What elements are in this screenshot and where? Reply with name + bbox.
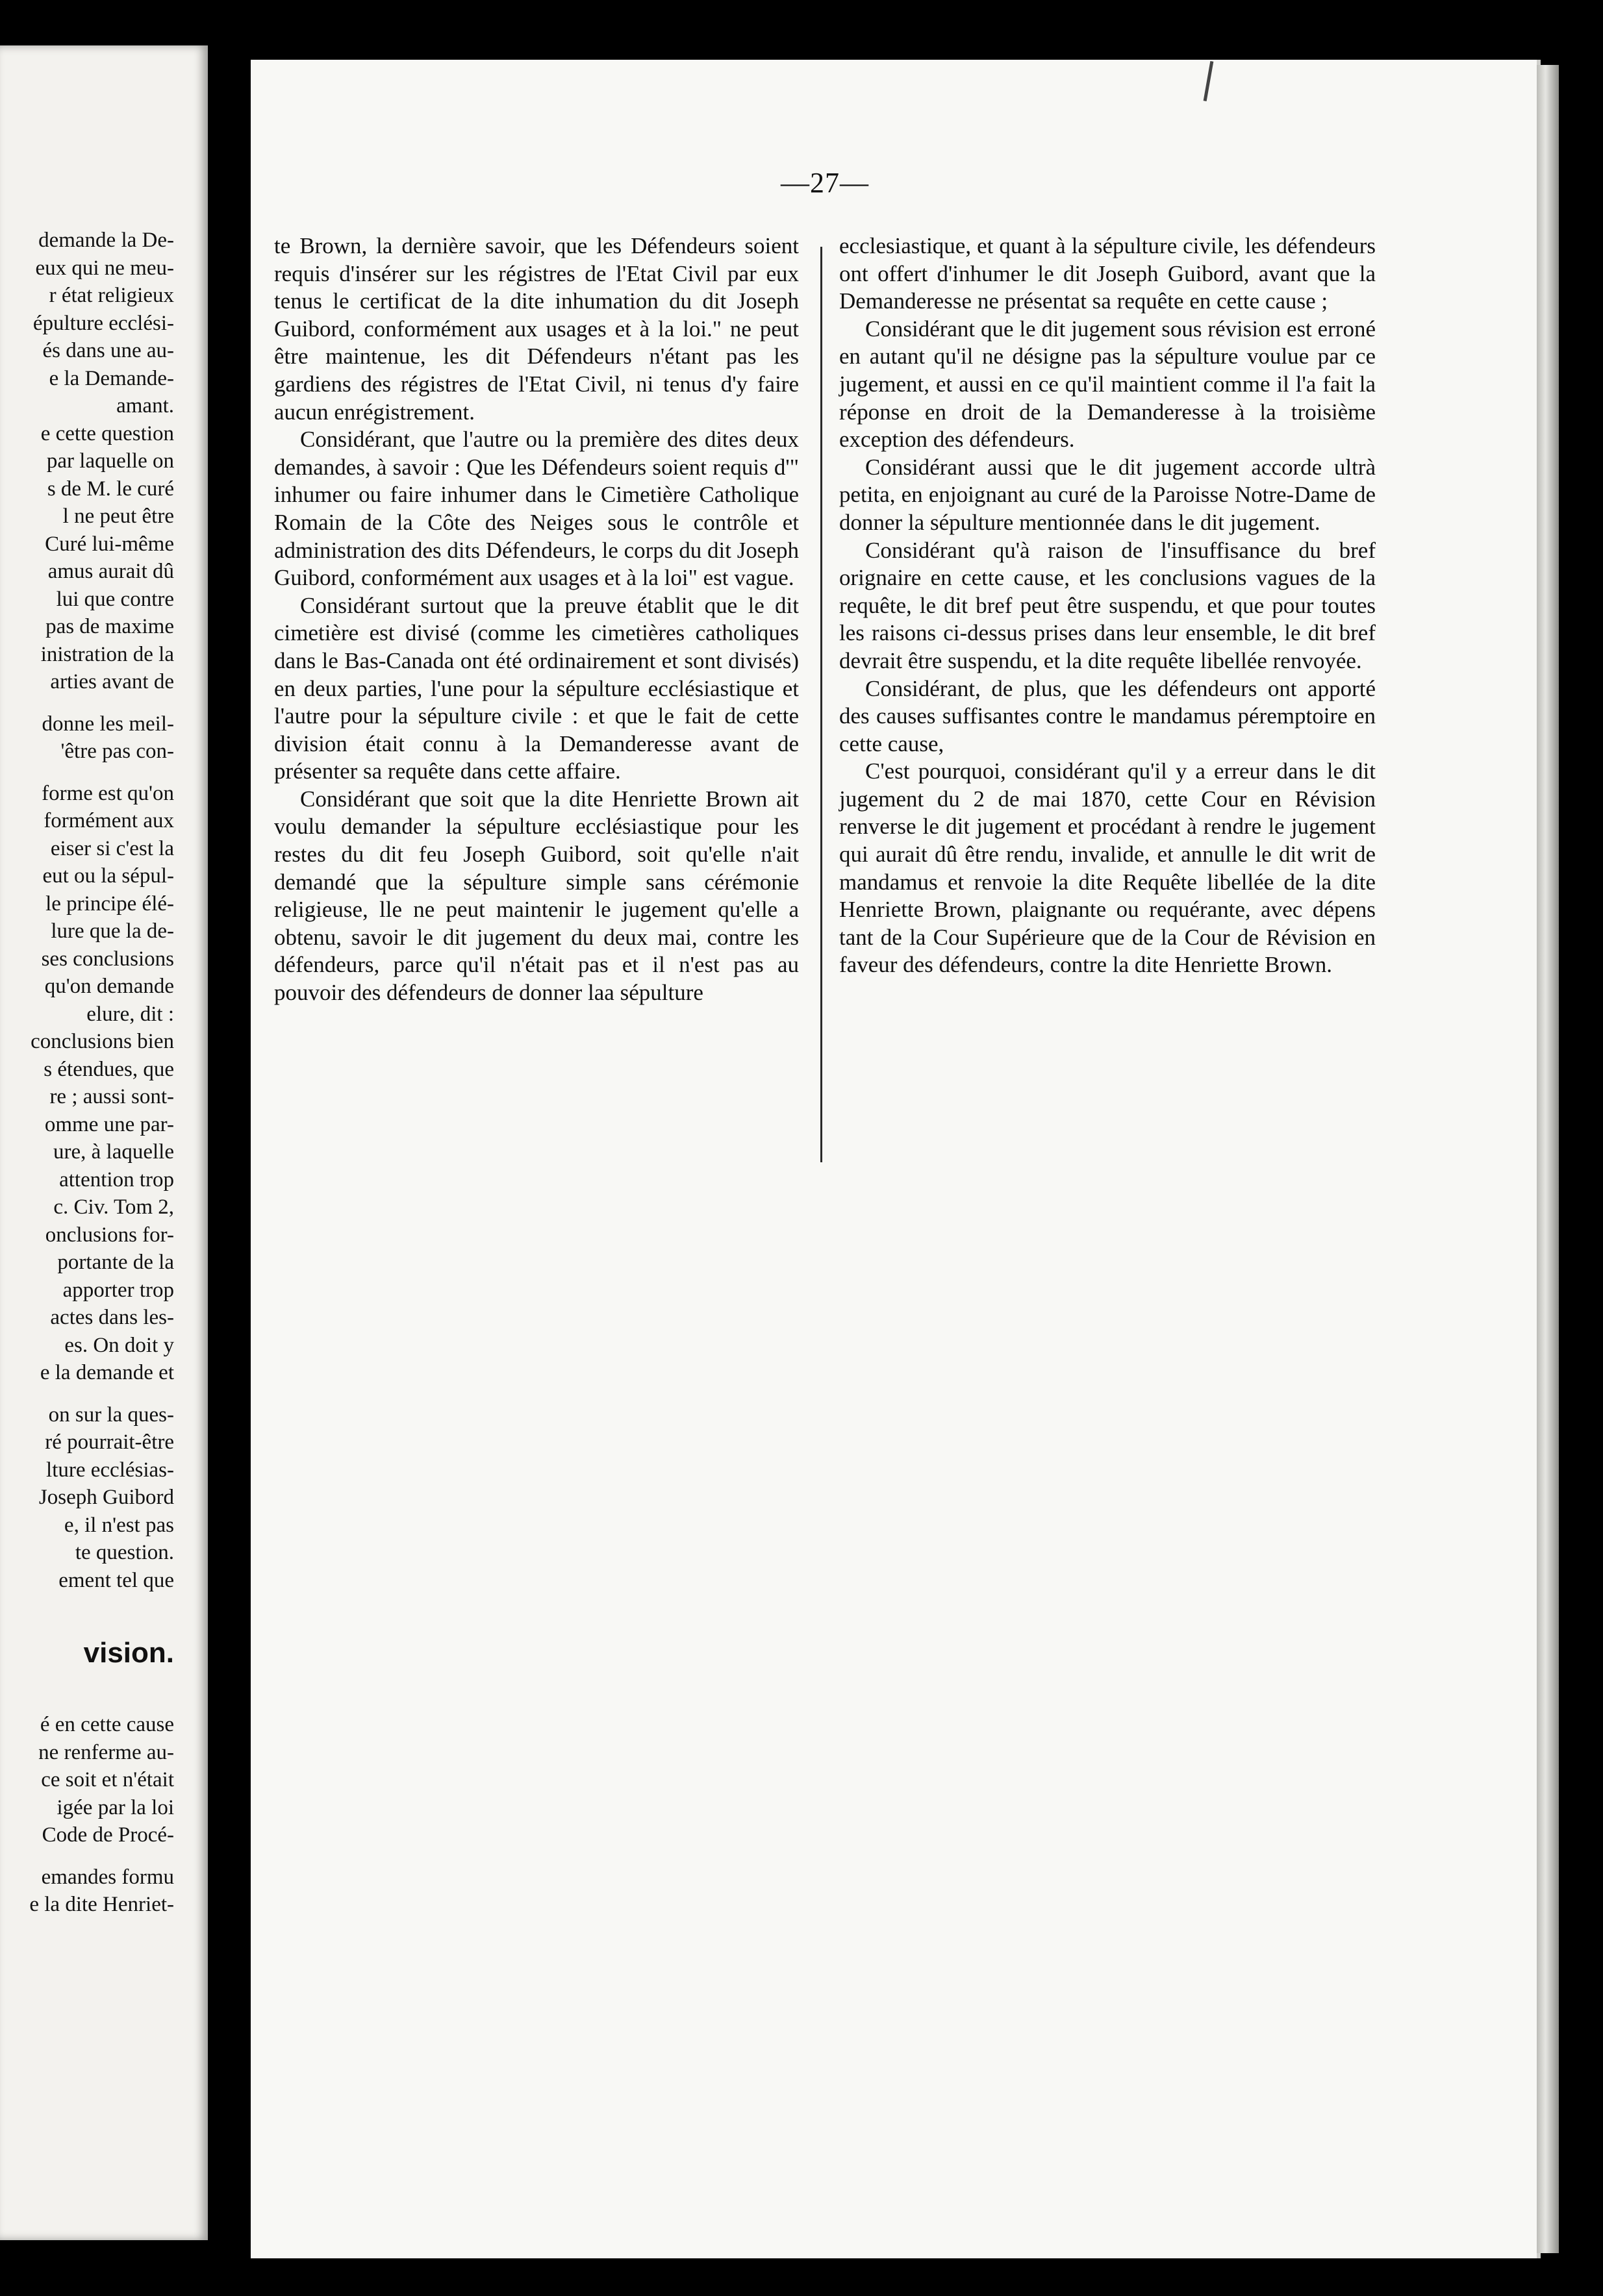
- left-page-line: r état religieux: [49, 284, 174, 307]
- left-page-line: formément aux: [44, 809, 174, 832]
- left-page-line: ne renferme au-: [38, 1740, 174, 1764]
- left-page-line: l ne peut être: [62, 505, 174, 528]
- left-page-line: e cette question: [40, 421, 174, 445]
- left-page-line: amus aurait dû: [47, 560, 174, 583]
- previous-page-fragment: [0, 45, 208, 2240]
- left-page-line: onclusions for-: [45, 1223, 174, 1247]
- left-page-line: omme une par-: [44, 1112, 174, 1136]
- left-page-line: eut ou la sépul-: [42, 864, 174, 888]
- left-page-line: ses conclusions: [41, 947, 174, 971]
- paragraph: Considérant aussi que le dit jugement accorde ultrà petita, en enjoignant au curé de la Paroisse Notre-Dame de donner la sépulture mentionnée dans le dit jugement.: [839, 454, 1376, 535]
- left-page-line: on sur la ques-: [48, 1403, 174, 1427]
- left-page-line: ure, à laquelle: [53, 1140, 174, 1164]
- left-page-line: conclusions bien: [31, 1030, 174, 1053]
- left-page-line: é en cette cause: [40, 1713, 174, 1736]
- left-page-line: s de M. le curé: [47, 477, 174, 501]
- left-page-line: igée par la loi: [57, 1795, 174, 1819]
- left-page-line: actes dans les-: [50, 1306, 174, 1329]
- left-page-line: arties avant de: [50, 670, 174, 693]
- paragraph: Considérant surtout que la preuve établit que le dit cimetière est divisé (comme les cimetières catholiques dans le Bas-Canada ont été ordinairement et sont divisés) en deux parties, l'une pour la sépulture ecclésiastique et l'autre pour la sépulture civile : et que le fait de cette division était connu à la Demanderesse avant de présenter sa requête dans cette affaire.: [274, 592, 799, 784]
- left-page-line: inistration de la: [40, 642, 174, 666]
- left-page-line: elure, dit :: [86, 1002, 174, 1026]
- left-page-line: attention trop: [59, 1167, 174, 1192]
- left-page-line: eux qui ne meu-: [35, 256, 174, 280]
- left-page-line: amant.: [116, 394, 174, 418]
- left-page-line: lture ecclésias-: [46, 1458, 174, 1482]
- left-page-line: eiser si c'est la: [50, 836, 174, 860]
- left-page-line: épulture ecclési-: [32, 311, 174, 335]
- left-page-line: lui que contre: [56, 587, 174, 611]
- text-column-left: [274, 232, 799, 1007]
- left-page-line: e la Demande-: [49, 366, 174, 390]
- left-page-line: Joseph Guibord: [38, 1486, 174, 1509]
- left-page-line: lure que la de-: [51, 919, 174, 943]
- left-page-line: 'être pas con-: [60, 740, 174, 763]
- left-page-line: c. Civ. Tom 2,: [53, 1195, 174, 1219]
- left-page-line: es. On doit y: [64, 1333, 174, 1357]
- left-page-line: s étendues, que: [44, 1057, 174, 1081]
- paragraph: C'est pourquoi, considérant qu'il y a erreur dans le dit jugement du 2 de mai 1870, cette Cour en Révision renverse le dit jugement et procédant à rendre le jugement qui aurait dû être rendu, invalide, et annulle le dit writ de mandamus et renvoie la dite Requête libellée de la dite Henriette Brown, plaignante ou requérante, avec dépens tant de la Cour Supérieure que de la Cour de Révision en faveur des défendeurs, contre la dite Henriette Brown.: [839, 758, 1376, 978]
- left-page-line: le principe élé-: [45, 892, 174, 916]
- left-page-line: apporter trop: [62, 1278, 174, 1302]
- paragraph: ecclesiastique, et quant à la sépulture civile, les défendeurs ont offert d'inhumer le dit Joseph Guibord, avant que la Demanderesse ne présentat sa requête en cette cause ;: [839, 233, 1376, 314]
- left-page-line: te question.: [75, 1541, 174, 1564]
- left-page-line: Code de Procé-: [42, 1823, 174, 1847]
- paragraph: te Brown, la dernière savoir, que les Défendeurs soient requis d'insérer sur les régistres de l'Etat Civil par eux tenus le certificat de la dite inhumation du dit Joseph Guibord, conformément aux usages et à la loi." ne peut être maintenue, les dit Défendeurs n'étant pas les gardiens des régistres de l'Etat Civil, ni tenus d'y faire aucun enrégistrement.: [274, 233, 799, 425]
- left-page-line: ré pourrait-être: [45, 1430, 174, 1454]
- left-page-line: Curé lui-même: [45, 532, 174, 556]
- left-page-line: e, il n'est pas: [64, 1513, 174, 1537]
- left-page-heading: vision.: [83, 1637, 174, 1669]
- left-page-line: donne les meil-: [42, 712, 174, 736]
- text-column-right: [839, 232, 1376, 979]
- left-page-line: emandes formu: [41, 1865, 174, 1889]
- paragraph: Considérant, que l'autre ou la première des dites deux demandes, à savoir : Que les Défendeurs soient requis d'" inhumer ou faire inhumer dans le Cimetière Catholique Romain de la Côte des Neiges sous le contrôle et administration des dits Défendeurs, le corps du dit Joseph Guibord, conformément aux usages et à la loi" est vague.: [274, 427, 799, 591]
- left-page-line: re ; aussi sont-: [49, 1085, 174, 1108]
- left-page-line: ce soit et n'était: [41, 1768, 174, 1791]
- left-page-line: portante de la: [57, 1251, 174, 1274]
- column-divider: [820, 247, 822, 1162]
- left-page-line: par laquelle on: [46, 449, 174, 473]
- left-page-line: és dans une au-: [42, 339, 174, 362]
- left-page-line: e la dite Henriet-: [29, 1893, 174, 1916]
- left-page-line: demande la De-: [38, 229, 174, 252]
- left-page-line: qu'on demande: [44, 975, 174, 998]
- page-number: —27—: [781, 167, 869, 199]
- left-page-line: pas de maxime: [45, 615, 174, 638]
- page-edge: [1537, 65, 1559, 2253]
- paragraph: Considérant qu'à raison de l'insuffisance du bref orignaire en cette cause, et les conclusions vagues de la requête, le dit bref peut être suspendu, et que pour toutes les raisons ci-dessus prises dans leur ensemble, le dit bref devrait être suspendu, et la dite requête libellée renvoyée.: [839, 537, 1376, 673]
- left-page-line: e la demande et: [40, 1361, 174, 1384]
- left-page-line: forme est qu'on: [42, 781, 174, 805]
- paragraph: Considérant que le dit jugement sous révision est erroné en autant qu'il ne désigne pas la sépulture voulue par ce jugement, et aussi en ce qu'il maintient comme il l'a fait la réponse en droit de la Demanderesse à la troisième exception des défendeurs.: [839, 316, 1376, 453]
- left-page-line: ement tel que: [58, 1568, 174, 1592]
- paragraph: Considérant que soit que la dite Henriette Brown ait voulu demander la sépulture ecclésiastique pour les restes du dit feu Joseph Guibord, soit qu'elle n'ait demandé que la sépulture simple sans cérémonie religieuse, lle ne peut maintenir le jugement qu'elle a obtenu, savoir le dit jugement du deux mai, contre les défendeurs, parce qu'il n'était pas et il n'est pas au pouvoir des défendeurs de donner laa sépulture: [274, 786, 799, 1006]
- paragraph: Considérant, de plus, que les défendeurs ont apporté des causes suffisantes contre le mandamus péremptoire en cette cause,: [839, 675, 1376, 756]
